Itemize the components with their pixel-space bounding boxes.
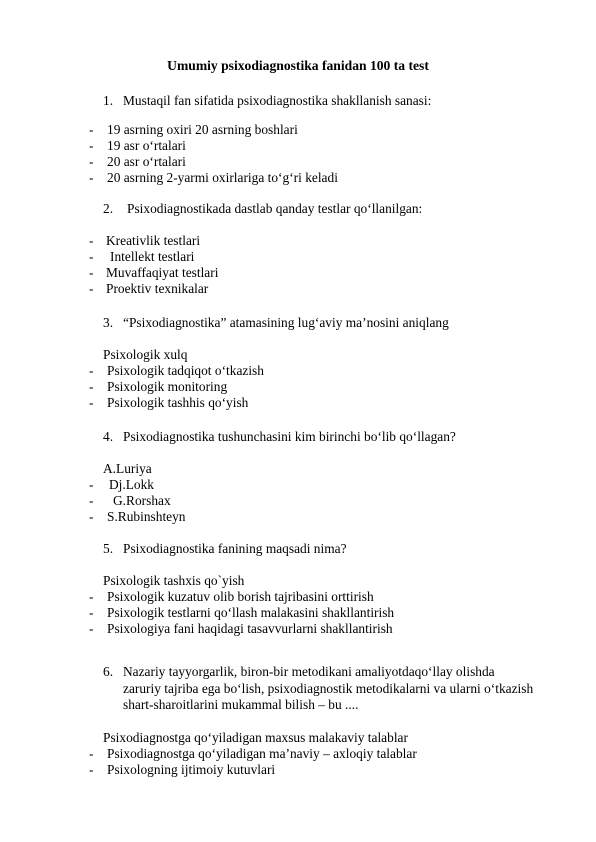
option-text: 19 asr o‘rtalari: [107, 138, 186, 153]
option-text: Psixologik kuzatuv olib borish tajribasini orttirish: [107, 589, 374, 604]
dash: -: [89, 154, 94, 169]
dash: -: [89, 509, 94, 524]
dash: -: [89, 746, 94, 761]
question-text: Psixodiagnostika fanining maqsadi nima?: [123, 541, 347, 556]
question-text-line-3: shart-sharoitlarini mukammal bilish – bu ....: [123, 697, 359, 712]
dash: -: [89, 762, 94, 777]
question-number: 5.: [103, 541, 114, 556]
page-title: Umumiy psixodiagnostika fanidan 100 ta test: [167, 58, 429, 73]
question-5: [103, 541, 543, 558]
dash: -: [89, 477, 94, 492]
question-number: 6.: [103, 664, 114, 679]
dash: -: [89, 589, 94, 604]
option-text: S.Rubinshteyn: [107, 509, 186, 524]
option-text: 20 asr o‘rtalari: [107, 154, 186, 169]
option-text: Proektiv texnikalar: [106, 281, 209, 296]
option-text: Psixologik tashhis qo‘yish: [107, 395, 249, 410]
dash: -: [89, 605, 94, 620]
dash: -: [89, 122, 94, 137]
option-text: Psixologik monitoring: [107, 379, 228, 394]
question-text: “Psixodiagnostika” atamasining lug‘aviy ma’nosini aniqlang: [123, 315, 449, 330]
option-text: 20 asrning 2-yarmi oxirlariga to‘g‘ri keladi: [107, 170, 338, 185]
question-text: Psixodiagnostikada dastlab qanday testlar qo‘llanilgan:: [127, 201, 423, 216]
dash: -: [89, 379, 94, 394]
option-text: Psixologik tadqiqot o‘tkazish: [107, 363, 264, 378]
correct-answer: A.Luriya: [103, 461, 152, 476]
question-text: Psixodiagnostika tushunchasini kim birinchi bo‘lib qo‘llagan?: [123, 429, 456, 444]
option-text: 19 asrning oxiri 20 asrning boshlari: [107, 122, 298, 137]
dash: -: [89, 621, 94, 636]
dash: -: [89, 249, 94, 264]
dash: -: [89, 395, 94, 410]
question-number: 3.: [103, 315, 114, 330]
question-1: [103, 93, 543, 110]
correct-answer: Psixologik xulq: [103, 347, 188, 362]
correct-answer: Psixologik tashxis qo`yish: [103, 573, 245, 588]
option-text: Muvaffaqiyat testlari: [106, 265, 219, 280]
option-text: Psixologik testlarni qo‘llash malakasini shakllantirish: [107, 605, 395, 620]
option-text: Kreativlik testlari: [106, 233, 201, 248]
option-text: G.Rorshax: [113, 493, 171, 508]
dash: -: [89, 265, 94, 280]
option-text: Psixodiagnostga qo‘yiladigan ma’naviy – axloqiy talablar: [107, 746, 417, 761]
option-text: Dj.Lokk: [109, 477, 155, 492]
question-text-line-2: zaruriy tajriba ega bo‘lish, psixodiagnostik metodikalarni va ularni o‘tkazish: [123, 680, 534, 696]
question-number: 4.: [103, 429, 114, 444]
question-4: [103, 429, 543, 446]
option-text: Psixologiya fani haqidagi tasavvurlarni shakllantirish: [107, 621, 393, 636]
question-text: Mustaqil fan sifatida psixodiagnostika shakllanish sanasi:: [123, 93, 432, 108]
dash: -: [89, 281, 94, 296]
dash: -: [89, 170, 94, 185]
dash: -: [89, 138, 94, 153]
question-number: 1.: [103, 93, 114, 108]
correct-answer: Psixodiagnostga qo‘yiladigan maxsus malakaviy talablar: [103, 730, 408, 745]
question-text-line-1: Nazariy tayyorgarlik, biron-bir metodikani amaliyotdaqo‘llay olishda: [123, 664, 495, 679]
option-text: Intellekt testlari: [110, 249, 195, 264]
dash: -: [89, 493, 94, 508]
dash: -: [89, 363, 94, 378]
option-text: Psixologning ijtimoiy kutuvlari: [107, 762, 276, 777]
question-2: [103, 201, 543, 218]
dash: -: [89, 233, 94, 248]
question-number: 2.: [103, 201, 114, 216]
question-3: [103, 315, 543, 332]
question-6: [103, 664, 543, 714]
